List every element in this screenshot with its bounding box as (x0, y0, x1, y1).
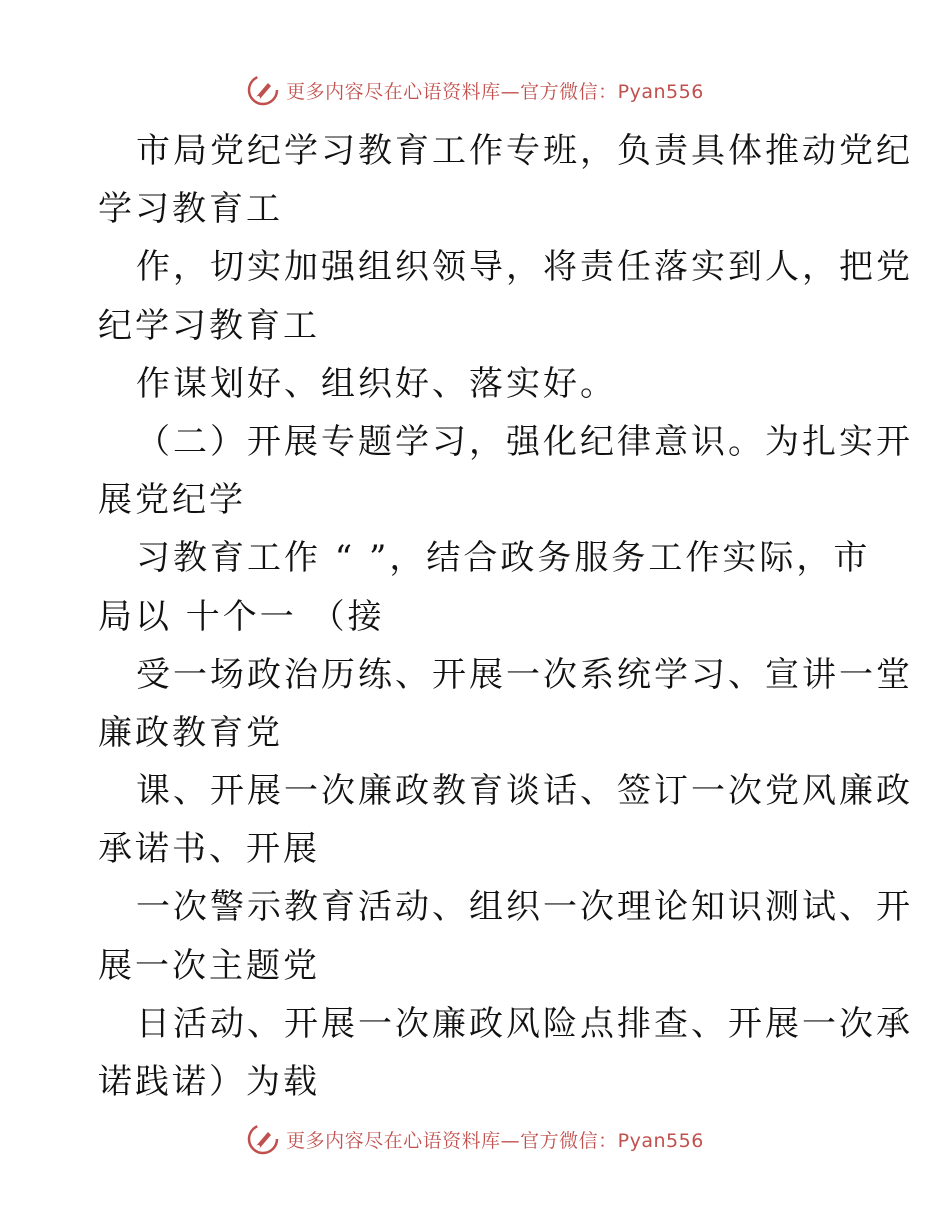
body-line: 受一场政治历练、开展一次系统学习、宣讲一堂 (136, 654, 913, 695)
body-line: 习教育工作 “ ”，结合政务服务工作实际，市 (136, 538, 871, 579)
document-body (98, 122, 913, 1111)
body-line: 一次警示教育活动、组织一次理论知识测试、开 (136, 887, 913, 928)
body-line: 诺践诺）为载 (98, 1062, 320, 1102)
body-line: 作，切实加强组织领导，将责任落实到人，把党 (136, 247, 913, 288)
footer-watermark (0, 1119, 950, 1159)
body-line: 课、开展一次廉政教育谈话、签订一次党风廉政 (136, 771, 913, 812)
body-line: 承诺书、开展 (98, 829, 320, 870)
watermark-text: 更多内容尽在心语资料库—官方微信：Pyan556 (286, 1129, 704, 1152)
body-line: （二）开展专题学习，强化纪律意识。为扎实开 (136, 421, 913, 462)
body-line: 作谋划好、组织好、落实好。 (136, 363, 617, 404)
watermark-text: 更多内容尽在心语资料库—官方微信：Pyan556 (286, 80, 704, 103)
body-line: 学习教育工 (98, 189, 283, 230)
body-line: 廉政教育党 (98, 712, 283, 753)
body-line: 局以 十个一 （接 (98, 596, 385, 637)
body-line: 纪学习教育工 (98, 305, 320, 346)
header-watermark (0, 70, 950, 110)
body-line: 日活动、开展一次廉政风险点排查、开展一次承 (136, 1003, 913, 1044)
pen-nib-swirl-icon (246, 1122, 280, 1156)
body-line: 展一次主题党 (98, 945, 320, 986)
pen-nib-swirl-icon (246, 73, 280, 107)
body-line: 展党纪学 (98, 480, 246, 521)
body-line: 市局党纪学习教育工作专班，负责具体推动党纪 (136, 131, 913, 171)
